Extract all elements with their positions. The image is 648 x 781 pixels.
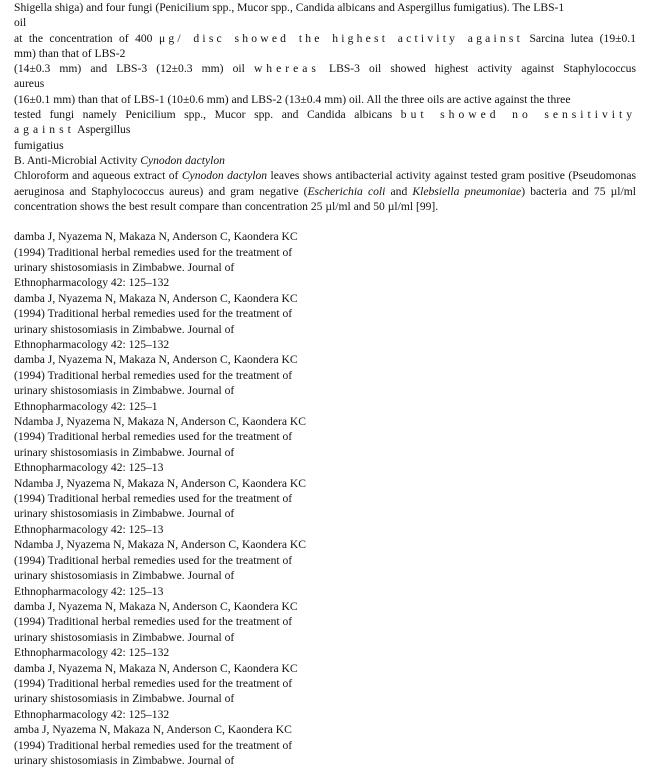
text-fragment: Sarcina lutea (19±0.1 [529,31,636,45]
reference-line: urinary shistosomiasis in Zimbabwe. Journal of [14,260,235,274]
reference-line: (1994) Traditional herbal remedies used for the treatment of [14,492,293,506]
text-fragment: and [385,184,413,198]
reference-line: Ethnopharmacology 42: 125–13 [14,461,164,475]
text-fragment: leaves shows antibacterial activity against tested gram positive (Pseudomonas aeruginosa and Staphylococcus aureus) and gram negative ( [14,169,636,198]
text-fragment: against [14,123,75,137]
reference-line: (1994) Traditional herbal remedies used for the treatment of [14,368,293,382]
reference-entry [14,291,334,353]
species-name: Cynodon dactylon [181,169,268,183]
reference-line: (1994) Traditional herbal remedies used for the treatment of [14,553,293,567]
text-line: aureus [14,77,45,91]
reference-line: Ndamba J, Nyazema N, Makaza N, Anderson C, Kaondera KC [14,476,307,490]
reference-line: urinary shistosomiasis in Zimbabwe. Journal of [14,322,235,336]
reference-line: urinary shistosomiasis in Zimbabwe. Journal of [14,384,235,398]
reference-line: damba J, Nyazema N, Makaza N, Anderson C, Kaondera KC [14,661,298,675]
reference-line: Ethnopharmacology 42: 125–132 [14,276,170,290]
reference-entry [14,476,334,538]
document-page [14,0,636,768]
reference-list [14,229,334,768]
reference-line: urinary shistosomiasis in Zimbabwe. Journal of [14,507,235,521]
text-fragment: at the concentration of 400 [14,31,153,45]
reference-line: (1994) Traditional herbal remedies used for the treatment of [14,245,293,259]
reference-entry [14,661,334,723]
reference-line: urinary shistosomiasis in Zimbabwe. Journal of [14,569,235,583]
text-line: Shigella shiga) and four fungi (Penicilium spp., Mucor spp., Candida albicans and Aspergillus fumigatius). The LBS-1 [14,1,565,14]
reference-line: Ethnopharmacology 42: 125–13 [14,584,164,598]
text-line [14,31,636,46]
heading-prefix: B. Anti-Microbial Activity [14,153,141,167]
reference-line: Ethnopharmacology 42: 125–132 [14,338,170,351]
section-heading [14,153,636,168]
reference-line: (1994) Traditional herbal remedies used for the treatment of [14,430,293,444]
reference-line: Ethnopharmacology 42: 125–13 [14,522,164,536]
reference-entry [14,722,334,768]
reference-line: (1994) Traditional herbal remedies used for the treatment of [14,676,293,690]
reference-line: Ndamba J, Nyazema N, Makaza N, Anderson C, Kaondera KC [14,538,307,552]
reference-line: damba J, Nyazema N, Makaza N, Anderson C, Kaondera KC [14,291,298,305]
reference-line: (1994) Traditional herbal remedies used for the treatment of [14,307,293,321]
text-line [14,107,636,122]
text-fragment: tested fungi namely Penicilium spp., Mucor spp. and Candida albicans [14,108,393,122]
reference-line: damba J, Nyazema N, Makaza N, Anderson C, Kaondera KC [14,599,298,613]
reference-line: Ndamba J, Nyazema N, Makaza N, Anderson C, Kaondera KC [14,415,307,429]
reference-line: (1994) Traditional herbal remedies used for the treatment of [14,738,293,752]
reference-line: urinary shistosomiasis in Zimbabwe. Journal of [14,445,235,459]
reference-line: damba J, Nyazema N, Makaza N, Anderson C, Kaondera KC [14,353,298,367]
text-fragment: but showed no sensitivity [400,108,636,122]
text-fragment: (14±0.3 mm) and LBS-3 (12±0.3 mm) oil [14,62,245,76]
text-line: fumigatius [14,138,64,152]
paragraph-cynodon [14,168,636,214]
text-line [14,61,636,76]
reference-line: urinary shistosomiasis in Zimbabwe. Journal of [14,692,235,706]
text-fragment: Chloroform and aqueous extract of [14,169,182,183]
text-line: oil [14,16,27,30]
species-name: Escherichia coli [307,184,386,198]
reference-entry [14,414,334,476]
reference-line: amba J, Nyazema N, Makaza N, Anderson C, Kaondera KC [14,723,292,737]
heading-species: Cynodon dactylon [140,153,225,167]
reference-line: Ethnopharmacology 42: 125–132 [14,646,170,660]
text-line: mm) than that of LBS-2 [14,46,126,60]
reference-line: urinary shistosomiasis in Zimbabwe. Journal of [14,753,235,767]
reference-entry [14,229,334,291]
reference-line: urinary shistosomiasis in Zimbabwe. Journal of [14,630,235,644]
text-fragment: μg/ disc showed the highest activity against [158,31,524,45]
reference-line: (1994) Traditional herbal remedies used for the treatment of [14,615,293,629]
reference-line: Ethnopharmacology 42: 125–1 [14,399,158,413]
reference-line: Ethnopharmacology 42: 125–132 [14,707,170,721]
text-fragment: ) bacteria and 75 µl/ml concentration shows the best result compare than concentration 25 µl/ml and 50 µl/ml [99]. [14,184,636,213]
reference-entry [14,537,334,599]
text-line [14,122,636,137]
text-fragment: Aspergillus [77,123,131,137]
paragraph-lbs-oils [14,0,636,153]
text-fragment: whereas [253,62,320,76]
text-line: (16±0.1 mm) than that of LBS-1 (10±0.6 mm) and LBS-2 (13±0.4 mm) oil. All the three oils are active against the three [14,92,571,106]
text-fragment: LBS-3 oil showed highest activity against Staphylococcus [329,62,636,76]
reference-line: damba J, Nyazema N, Makaza N, Anderson C, Kaondera KC [14,230,298,244]
species-name: Klebsiella pneumoniae [412,184,522,198]
reference-entry [14,599,334,661]
reference-entry [14,352,334,414]
